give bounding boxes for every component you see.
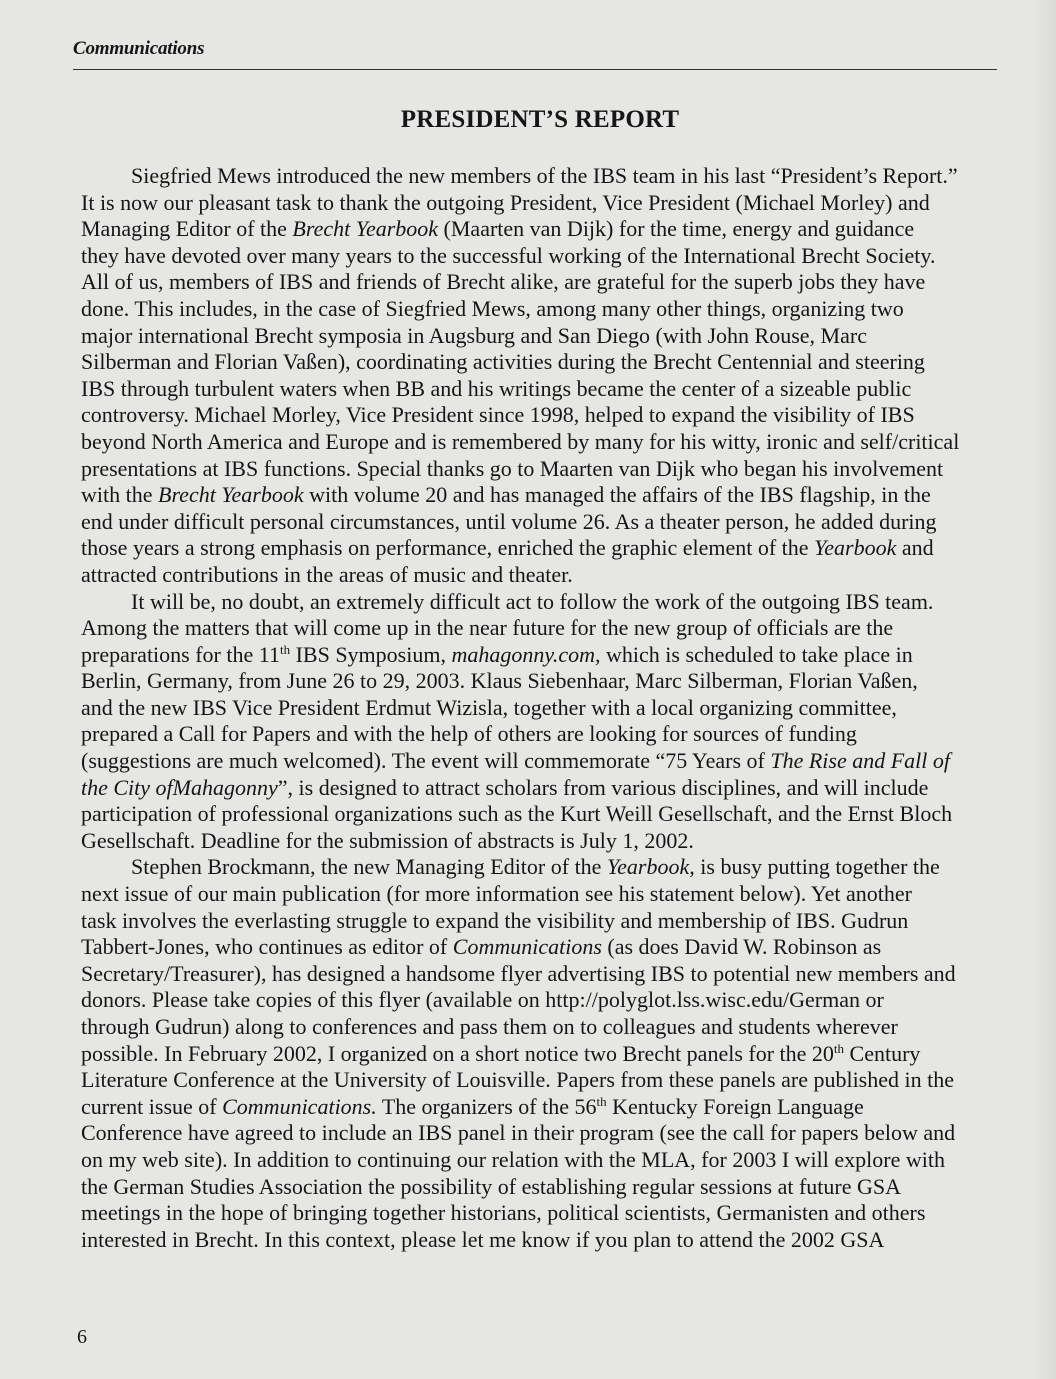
text-line: All of us, members of IBS and friends of Brecht alike, are grateful for the superb jobs they have [81, 269, 926, 295]
superscript: th [279, 641, 291, 657]
italic-text: Brecht Yearbook [292, 216, 439, 242]
text-run: those years a strong emphasis on performance, enriched the graphic element of the [81, 535, 815, 561]
text-run: and [896, 535, 934, 561]
text-line: meetings in the hope of bringing together historians, political scientists, Germanisten and others [81, 1200, 926, 1226]
page-edge-shadow [1034, 0, 1056, 1379]
text-line: next issue of our main publication (for more information see his statement below). Yet another [81, 881, 912, 907]
text-line: through Gudrun) along to conferences and pass them on to colleagues and students wherever [81, 1014, 898, 1039]
italic-text: Communications. [222, 1093, 377, 1119]
text-run: current issue of [81, 1093, 223, 1119]
italic-text: Brecht Yearbook [158, 482, 304, 508]
text-line: It will be, no doubt, an extremely difficult act to follow the work of the outgoing IBS team. [131, 588, 934, 614]
text-line: interested in Brecht. In this context, please let me know if you plan to attend the 2002 GSA [81, 1226, 885, 1252]
page-number: 6 [77, 1326, 87, 1348]
text-run: Tabbert-Jones, who continues as editor of [81, 934, 453, 960]
text-line [81, 854, 1003, 881]
text-line: major international Brecht symposia in Augsburg and San Diego (with John Rouse, Marc [81, 322, 867, 348]
text-line: controversy. Michael Morley, Vice President since 1998, helped to expand the visibility of IBS [81, 402, 915, 428]
text-line: Siegfried Mews introduced the new members of the IBS team in his last “President’s Report.” [131, 163, 958, 188]
text-line: and the new IBS Vice President Erdmut Wizisla, together with a local organizing committee, [81, 694, 897, 720]
text-line: done. This includes, in the case of Siegfried Mews, among many other things, organizing two [81, 295, 904, 321]
text-run: is busy putting together the [694, 854, 940, 880]
running-header: Communications [73, 38, 205, 59]
superscript: th [596, 1093, 607, 1109]
text-run: (as does David W. Robinson as [601, 934, 882, 960]
article-body [81, 163, 1003, 1253]
text-run: Managing Editor of the [81, 216, 293, 242]
text-line: Conference have agreed to include an IBS panel in their program (see the call for papers below and [81, 1120, 956, 1146]
text-line [81, 482, 1003, 509]
italic-text: mahagonny.com, [451, 641, 601, 667]
text-line [81, 775, 1003, 802]
text-run: Kentucky Foreign Language [606, 1093, 864, 1119]
text-line: beyond North America and Europe and is remembered by many for his witty, ironic and self/critical [81, 428, 960, 454]
page-title: PRESIDENT’S REPORT [400, 106, 680, 133]
text-line: Literature Conference at the University of Louisville. Papers from these panels are published in the [81, 1067, 954, 1093]
italic-text: the City ofMahagonny [81, 774, 278, 800]
text-line: Gesellschaft. Deadline for the submission of abstracts is July 1, 2002. [81, 827, 694, 853]
text-line: donors. Please take copies of this flyer (available on http://polyglot.lss.wisc.edu/German or [81, 987, 884, 1013]
text-line: presentations at IBS functions. Special thanks go to Maarten van Dijk who began his involvement [81, 455, 944, 481]
text-line [81, 1094, 1003, 1121]
text-run: which is scheduled to take place in [600, 641, 913, 667]
text-line: end under difficult personal circumstances, until volume 26. As a theater person, he added during [81, 508, 937, 534]
text-line [81, 748, 1003, 775]
text-line: Silberman and Florian Vaßen), coordinating activities during the Brecht Centennial and steering [81, 349, 925, 375]
text-run: preparations for the 11 [81, 641, 280, 667]
text-line: Secretary/Treasurer), has designed a handsome flyer advertising IBS to potential new members and [81, 960, 956, 986]
text-run: with the [81, 482, 158, 508]
text-line: the German Studies Association the possibility of establishing regular sessions at future GSA [81, 1173, 902, 1199]
text-line: they have devoted over many years to the successful working of the International Brecht Society. [81, 242, 936, 268]
italic-text: Communications [452, 934, 602, 960]
italic-text: The Rise and Fall of [770, 748, 951, 774]
text-line: Among the matters that will come up in the near future for the new group of officials are the [81, 615, 894, 641]
text-line [81, 535, 1003, 562]
text-run: with volume 20 and has managed the affairs of the IBS flagship, in the [303, 482, 931, 508]
text-line: It is now our pleasant task to thank the outgoing President, Vice President (Michael Morley) and [81, 189, 930, 215]
italic-text: Yearbook [814, 535, 897, 561]
text-run: (suggestions are much welcomed). The event will commemorate “75 Years of [81, 748, 771, 774]
text-run: possible. In February 2002, I organized on a short notice two Brecht panels for the 20 [81, 1040, 834, 1066]
text-line: IBS through turbulent waters when BB and his writings became the center of a sizeable public [81, 375, 912, 401]
italic-text: Yearbook, [606, 854, 695, 880]
text-line [81, 1041, 1003, 1068]
superscript: th [833, 1040, 845, 1056]
text-line: prepared a Call for Papers and with the help of others are looking for sources of funding [81, 721, 857, 747]
text-run: Century [844, 1040, 921, 1066]
text-run: (Maarten van Dijk) for the time, energy and guidance [438, 216, 915, 242]
text-line [81, 934, 1003, 961]
text-line: Berlin, Germany, from June 26 to 29, 2003. Klaus Siebenhaar, Marc Silberman, Florian Vaßen, [81, 668, 918, 694]
text-run: ”, is designed to attract scholars from various disciplines, and will include [277, 774, 929, 800]
text-run: IBS Symposium, [290, 641, 452, 667]
text-line [81, 642, 1003, 669]
header-rule [73, 69, 997, 70]
text-line: task involves the everlasting struggle to expand the visibility and membership of IBS. Gudrun [81, 907, 909, 933]
text-line: on my web site). In addition to continuing our relation with the MLA, for 2003 I will explore with [81, 1146, 945, 1172]
text-run: Stephen Brockmann, the new Managing Editor of the [131, 854, 607, 880]
text-run: The organizers of the 56 [376, 1093, 597, 1119]
text-line: attracted contributions in the areas of music and theater. [81, 561, 573, 587]
text-line: participation of professional organizations such as the Kurt Weill Gesellschaft, and the Ernst Bloch [81, 801, 953, 827]
text-line [81, 216, 1003, 243]
